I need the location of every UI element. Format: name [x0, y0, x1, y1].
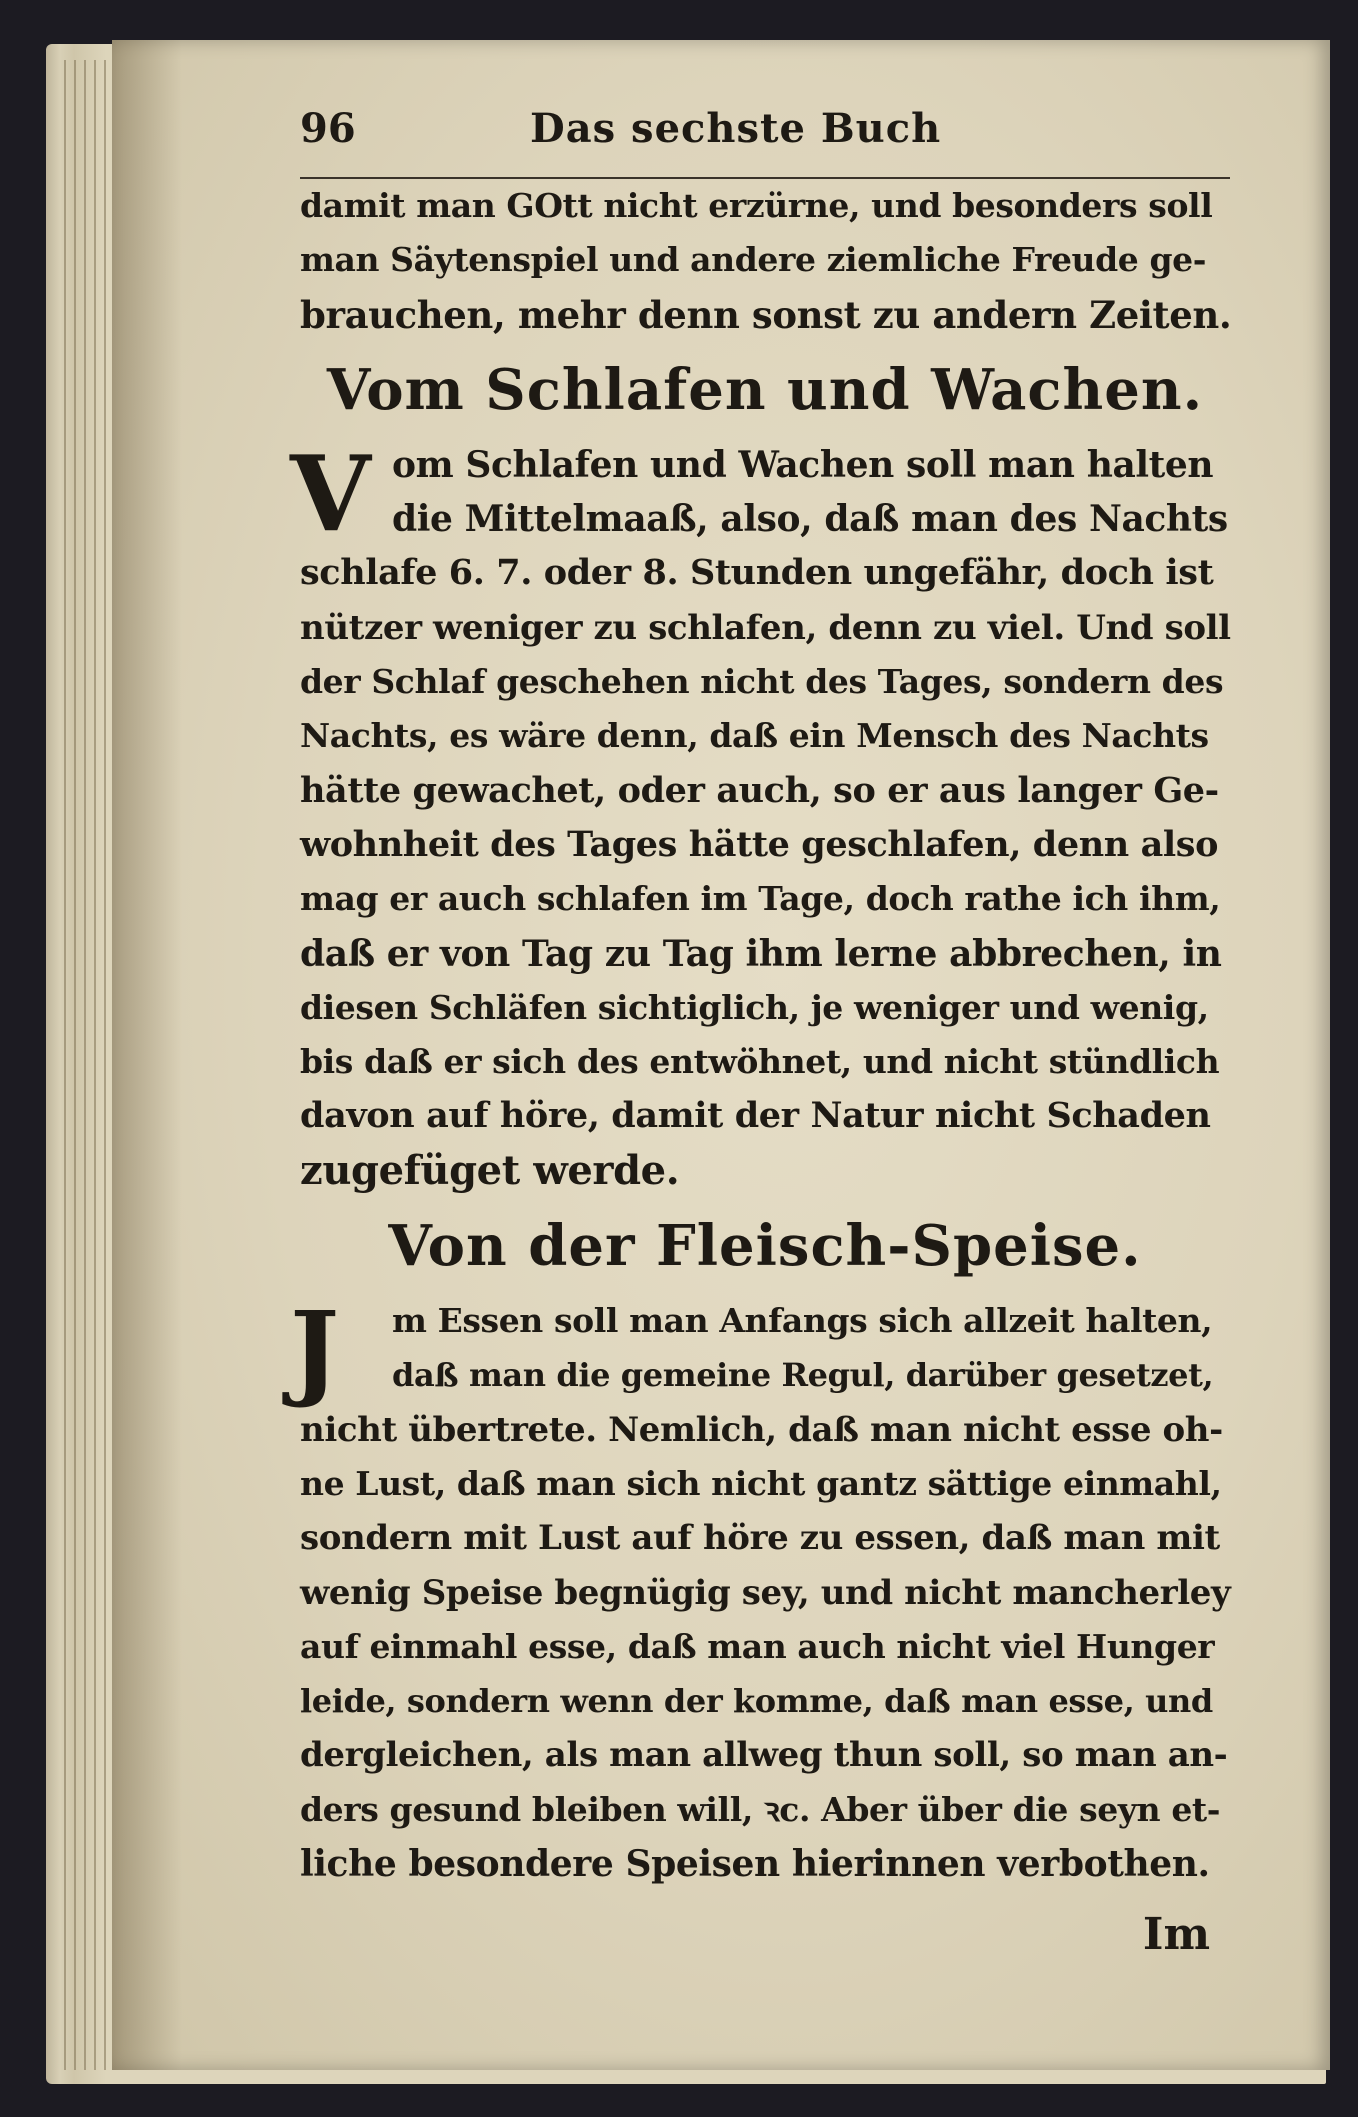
- text-line: sondern mit Lust auf höre zu essen, daß man mit: [300, 1518, 1220, 1559]
- text-line: brauchen, mehr denn sonst zu andern Zeiten.: [300, 292, 1232, 337]
- text-line: der Schlaf geschehen nicht des Tages, sondern des: [300, 662, 1224, 702]
- text-line: ders gesund bleiben will, ꝛc. Aber über die seyn et-: [300, 1789, 1221, 1829]
- text-line: man Säytenspiel und andere ziemliche Freude ge-: [300, 240, 1207, 280]
- text-line: om Schlafen und Wachen soll man halten: [392, 443, 1214, 486]
- text-line: wenig Speise begnügig sey, und nicht mancherley: [300, 1572, 1231, 1613]
- text-line: zugefüget werde.: [300, 1146, 680, 1194]
- text-line: damit man GOtt nicht erzürne, und besonders soll: [300, 186, 1213, 225]
- gutter-shadow: [112, 40, 182, 2070]
- page-number: 96: [300, 105, 356, 152]
- section-paragraph: [290, 431, 1231, 1198]
- text-line: hätte gewachet, oder auch, so er aus langer Ge-: [300, 769, 1219, 811]
- drop-cap: V: [290, 431, 371, 555]
- page-edges: [60, 60, 120, 2070]
- text-line: davon auf höre, damit der Natur nicht Schaden: [300, 1095, 1211, 1137]
- text-line: diesen Schläfen sichtiglich, je weniger und wenig,: [300, 987, 1209, 1027]
- text-line: mag er auch schlafen im Tage, doch rathe ich ihm,: [300, 879, 1221, 919]
- text-line: bis daß er sich des entwöhnet, und nicht stündlich: [300, 1042, 1220, 1082]
- section-heading: Vom Schlafen und Wachen.: [326, 356, 1204, 423]
- text-line: ne Lust, daß man sich nicht gantz sättige einmahl,: [300, 1463, 1222, 1503]
- text-line: schlafe 6. 7. oder 8. Stunden ungefähr, doch ist: [300, 552, 1214, 594]
- text-line: auf einmahl esse, daß man auch nicht viel Hunger: [300, 1626, 1215, 1666]
- text-line: m Essen soll man Anfangs sich allzeit halten,: [392, 1301, 1213, 1341]
- catchword: Im: [1142, 1909, 1210, 1961]
- text-line: daß er von Tag zu Tag ihm lerne abbrechen, in: [300, 932, 1222, 975]
- section-heading: Von der Fleisch-Speise.: [388, 1213, 1142, 1280]
- page-header: [300, 105, 1230, 179]
- text-line: wohnheit des Tages hätte geschlafen, denn also: [300, 823, 1219, 865]
- text-line: liche besondere Speisen hierinnen verbothen.: [300, 1843, 1210, 1886]
- page-text: [290, 105, 1232, 1965]
- text-line: daß man die gemeine Regul, darüber gesetzet,: [392, 1356, 1214, 1395]
- text-line: dergleichen, als man allweg thun soll, so man an-: [300, 1735, 1228, 1776]
- text-line: nützer weniger zu schlafen, denn zu viel. Und soll: [300, 607, 1231, 648]
- text-line: Nachts, es wäre denn, daß ein Mensch des Nachts: [300, 716, 1209, 756]
- text-line: nicht übertrete. Nemlich, daß man nicht esse oh-: [300, 1409, 1223, 1450]
- text-line: leide, sondern wenn der komme, daß man esse, und: [300, 1682, 1213, 1721]
- section-paragraph: [290, 1288, 1231, 1891]
- text-line: die Mittelmaaß, also, daß man des Nachts: [392, 498, 1228, 541]
- running-title: Das sechste Buch: [530, 105, 942, 152]
- drop-cap: J: [290, 1288, 340, 1412]
- top-paragraph: [300, 179, 1230, 342]
